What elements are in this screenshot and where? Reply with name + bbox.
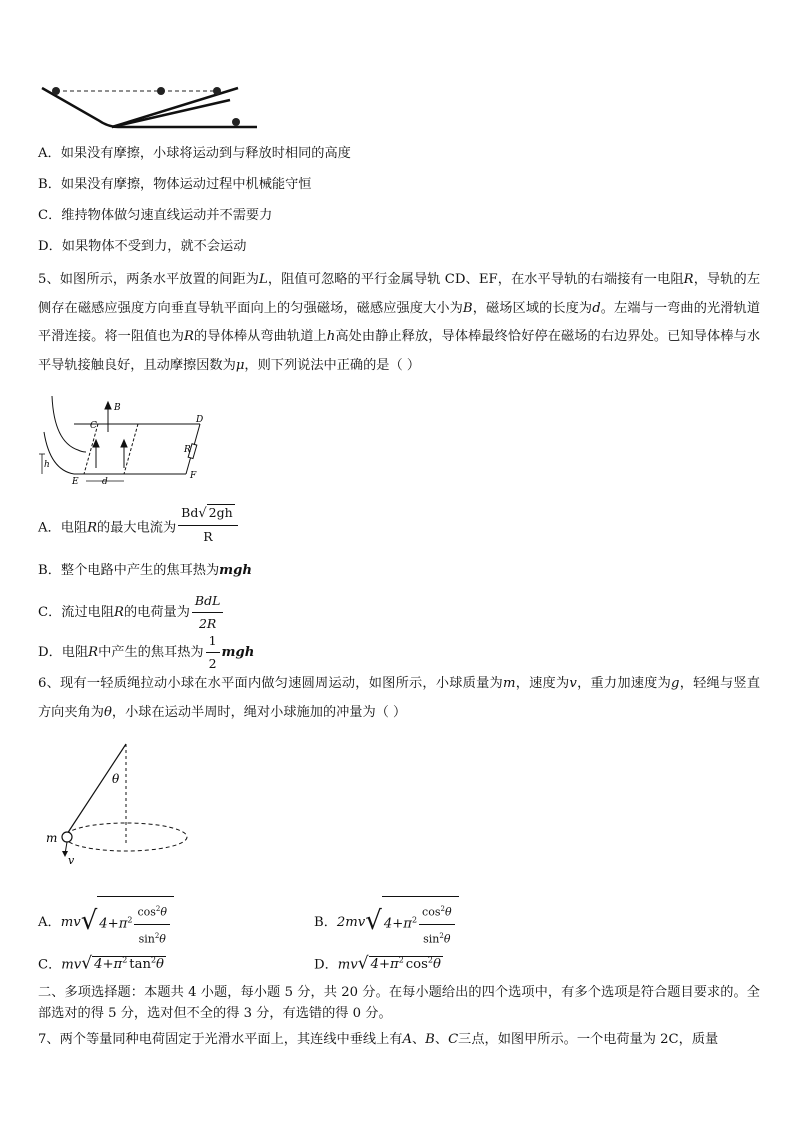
q6-stem-text: ，小球在运动半周时，绳对小球施加的冲量为（ ） [111,704,407,720]
field-arrows [93,402,127,468]
denominator: sin [138,932,155,946]
math-prefix: mv [60,915,81,931]
exponent: 2 [155,905,161,913]
var-g: g [671,676,680,691]
q5-stem-text: ，磁场区域的长度为 [472,300,593,316]
function: tan [129,957,151,973]
sqrt-sign: √ [80,905,98,936]
theta: θ [156,957,164,973]
q4-option-b[interactable]: B．如果没有摩擦，物体运动过程中机械能守恒 [38,177,312,192]
var-mu: μ [235,357,245,373]
var-r: R [114,605,124,620]
q6-option-b[interactable] [314,896,459,949]
option-label: D． [314,957,338,973]
label-h: h [44,460,50,470]
fraction [206,631,220,674]
theta: θ [444,905,452,919]
math-prefix: 2mv [336,915,366,931]
radicand: 4+π [383,916,412,932]
option-text: 的最大电流为 [97,520,177,536]
q5-option-c[interactable] [38,591,225,634]
label-d: D [196,415,204,425]
q6-stem-text: ，重力加速度为 [576,676,672,691]
option-label: B． [314,915,337,931]
radical [382,896,459,949]
q4-option-d[interactable]: D．如果物体不受到力，就不会运动 [38,239,247,254]
exponent: 2 [427,956,433,965]
label-theta: θ [112,772,120,786]
ball [213,87,221,95]
ramp-figure [36,80,266,136]
theta: θ [159,932,166,946]
point-b: B [425,1032,435,1047]
option-text: D．电阻 [38,645,89,660]
fraction: $\frac{Bd√ 2gh}{R}$ [178,503,238,547]
denominator: sin [423,932,440,946]
label-c: C [90,421,97,431]
q5-stem-text: ，则下列说法中正确的是（ ） [244,357,421,373]
exponent: 2 [127,915,133,925]
q5-stem-text: ，导轨的左侧存在磁感应强度方向垂直导轨平面向上的匀强磁场，磁感应强度大小为 [38,272,761,316]
q5-stem-text: ，阻值可忽略的平行金属导轨 CD、EF，在水平导轨的右端接有一电阻 [267,272,684,287]
denominator: 2R [198,616,217,631]
var-v: v [569,676,577,691]
label-b: B [114,403,121,413]
var-d: d [592,300,601,316]
numerator: Bd [181,505,199,520]
var-m: m [502,676,516,691]
var-r: R [184,329,194,344]
label-e: E [72,477,79,487]
label-d-length: d [102,477,108,487]
q6-option-d[interactable] [314,951,443,975]
var-l: L [259,272,268,287]
q6-option-a[interactable] [38,896,174,949]
theta: θ [432,957,441,973]
math-prefix: mv [337,957,358,973]
denominator: R [203,529,213,544]
theta: θ [160,905,167,919]
field-right-boundary [124,424,138,474]
label-r: R [184,445,191,455]
q6-stem [38,670,760,727]
option-text: A．电阻 [38,520,88,536]
var-r: R [87,520,98,536]
point-c: C [448,1032,459,1047]
radicand: 4+π [94,957,123,973]
exponent: 2 [398,956,404,965]
q7-stem-text: 三点，如图甲所示。一个电荷量为 2C，质量 [458,1032,719,1047]
numerator: 1 [206,631,220,653]
var-r: R [683,272,694,287]
fraction [419,899,455,949]
point-a: A [402,1032,412,1047]
label-v: v [68,854,75,867]
radical [369,956,443,972]
section2-instructions: 二、多项选择题：本题共 4 小题，每小题 5 分，共 20 分。在每小题给出的四个选项中，有多个选项是符合题目要求的。全部选对的得 5 分，选对但不全的得 3 分，有选错的得 0 分。 [38,985,760,1021]
q5-stem-text: 高处由静止释放，导体棒最终恰好停在磁场的右边界处。已知导体棒与水平导轨接触良好，且动摩擦因数为 [38,329,761,373]
q5-stem-text: 5、如图所示，两条水平放置的间距为 [38,272,259,287]
math-mgh: mgh [219,563,252,578]
var-theta: θ [103,704,112,720]
rope [67,744,126,834]
radicand: 2gh [208,505,233,520]
q4-option-c[interactable]: C．维持物体做匀速直线运动并不需要力 [38,208,273,223]
var-r: R [88,645,99,660]
q5-option-a[interactable] [38,506,240,550]
option-label: A． [38,915,61,931]
math-mgh: mgh [221,645,255,660]
label-m: m [46,831,58,845]
curved-track [42,88,257,127]
function: cos [405,957,428,973]
q6-stem-text: ，轻绳与竖直方向夹角为 [38,676,761,720]
exponent: 2 [411,915,418,925]
q5-stem-text: 。左端与一弯曲的光滑轨道平滑连接。将一阻值也为 [38,300,761,344]
rail-figure [34,392,214,487]
sqrt-sign: √ [81,953,93,974]
math-prefix: mv [61,957,82,973]
exponent: 2 [150,956,157,965]
ball [157,87,165,95]
ball [62,832,72,842]
theta: θ [443,932,451,946]
exponent: 2 [154,931,160,940]
separator: 、 [434,1032,449,1047]
q5-option-d[interactable] [38,631,254,674]
option-label: C． [38,957,62,973]
exponent: 2 [439,931,444,940]
ball [52,87,60,95]
exponent: 2 [122,956,128,965]
q6-option-c[interactable] [38,951,166,975]
denominator: 2 [208,656,217,671]
q5-option-b[interactable] [38,561,252,581]
radicand: 4+π [99,916,128,932]
var-b: B [462,300,473,316]
sqrt-sign: √ [365,905,382,936]
separator: 、 [411,1032,426,1047]
numerator: BdL [192,591,224,613]
fraction [134,899,170,949]
label-f: F [190,471,197,481]
q6-stem-text: ，速度为 [515,676,570,691]
option-text: 中产生的焦耳热为 [98,645,204,660]
q5-stem-text: 的导体棒从弯曲轨道上 [193,329,327,344]
sqrt-sign: √ [357,953,369,974]
radical [97,896,174,949]
option-text: B．整个电路中产生的焦耳热为 [38,563,220,578]
ball [232,118,240,126]
conical-pendulum-figure [40,738,200,868]
q5-stem [38,266,760,380]
radicand: 4+π [370,957,399,973]
fraction [192,591,224,634]
q7-stem-text: 7、两个等量同种电荷固定于光滑水平面上，其连线中垂线上有 [38,1032,403,1047]
q6-stem-text: 6、现有一轻质绳拉动小球在水平面内做匀速圆周运动，如图所示，小球质量为 [38,676,503,691]
q7-stem [38,1031,718,1049]
numerator: cos [422,905,441,919]
option-text: 的电荷量为 [123,605,190,620]
radical [92,956,166,972]
shallow-ramp [112,100,230,127]
var-h: h [326,329,336,344]
option-text: C．流过电阻 [38,605,115,620]
numerator: cos [137,905,156,919]
q4-option-a[interactable]: A．如果没有摩擦，小球将运动到与释放时相同的高度 [38,146,351,161]
exponent: 2 [440,905,445,913]
